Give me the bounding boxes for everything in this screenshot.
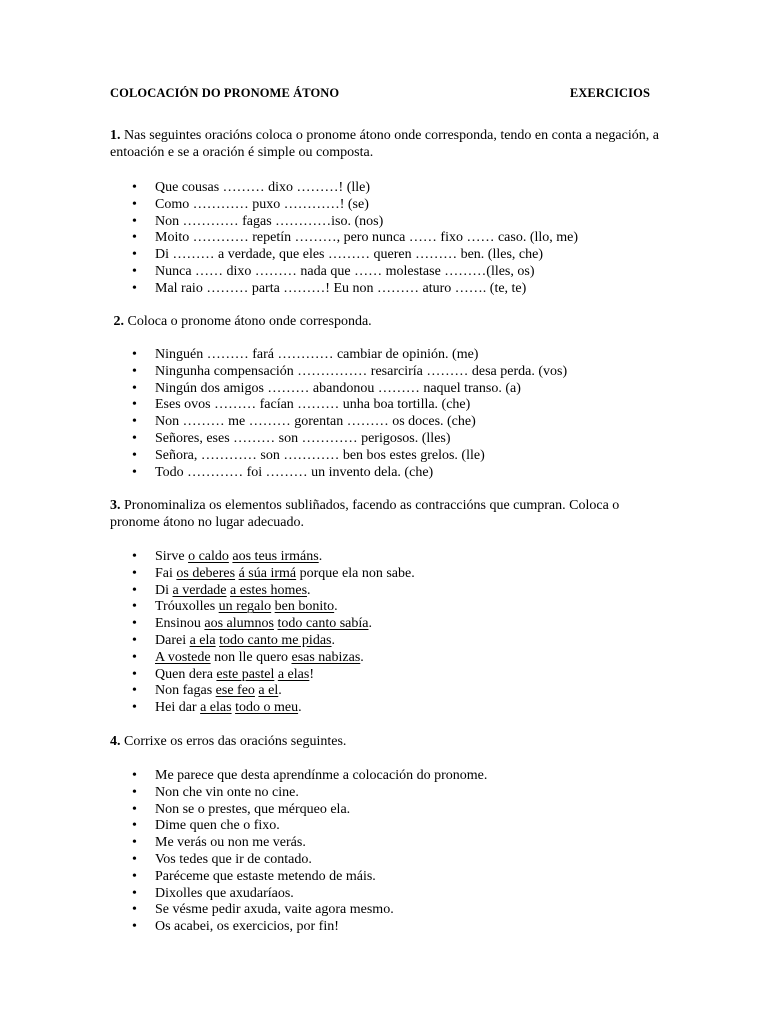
exercise-4 (110, 733, 670, 936)
instruction-text: Corrixe os erros das oracións seguintes. (120, 734, 347, 749)
underlined-element: a elas (277, 666, 310, 682)
item-text: Non fagas (155, 683, 216, 699)
exercise-2 (110, 313, 670, 481)
underlined-element: todo o meu (235, 700, 299, 716)
underlined-element: esas nabizas (291, 649, 361, 665)
exercise-2-instruction (110, 313, 670, 330)
item-text: . (368, 616, 372, 632)
list-item: • Ningunha compensación …………… resarciría ……… desa perda. (vos) (110, 364, 670, 381)
list-item: • Non ……… me ……… gorentan ……… os doces. (che) (110, 414, 670, 431)
list-item (110, 700, 670, 717)
list-item: • Paréceme que estaste metendo de máis. (110, 869, 670, 886)
list-item: • Ningún dos amigos ……… abandonou ……… naquel transo. (a) (110, 381, 670, 398)
item-text: Hei dar (155, 700, 201, 716)
list-item (110, 616, 670, 633)
underlined-element: un regalo (218, 599, 272, 615)
underlined-element: a estes homes (230, 582, 308, 598)
list-item (110, 566, 670, 583)
list-item: • Os acabei, os exercicios, por fin! (110, 919, 670, 936)
list-item: • Me parece que desta aprendínme a colocación do pronome. (110, 768, 670, 785)
instruction-text: Nas seguintes oracións coloca o pronome átono onde corresponda, tendo en conta a negación, a entoación e se a oración é simple ou composta. (110, 128, 659, 160)
underlined-element: aos teus irmáns (232, 549, 319, 564)
item-text: Fai (155, 565, 177, 581)
item-text: . (334, 599, 338, 615)
item-text: . (318, 549, 323, 564)
item-text: . (360, 649, 364, 665)
item-text: Darei (155, 632, 190, 648)
item-text: Sirve (155, 549, 189, 564)
list-item (110, 549, 670, 566)
exercise-1-instruction (110, 127, 670, 161)
list-item: • Non che vin onte no cine. (110, 785, 670, 802)
list-item (110, 683, 670, 700)
item-text: . (331, 632, 335, 648)
list-item (110, 599, 670, 616)
underlined-element: aos alumnos (204, 616, 274, 632)
list-item: • Se vésme pedir axuda, vaite agora mesmo. (110, 902, 670, 919)
item-text: . (278, 683, 282, 699)
underlined-element: a el (258, 683, 279, 699)
exercise-3-list (110, 549, 670, 717)
list-item: • Como ………… puxo …………! (se) (110, 197, 670, 214)
list-item: • Nunca …… dixo ……… nada que …… molestase ………(lles, os) (110, 264, 670, 281)
exercise-number: 1. (110, 128, 121, 143)
item-text: . (298, 700, 302, 716)
underlined-element: ese feo (215, 683, 255, 699)
list-item: • Ninguén ……… fará ………… cambiar de opinión. (me) (110, 347, 670, 364)
exercise-4-instruction (110, 733, 670, 750)
item-text: Tróuxolles (155, 599, 219, 615)
list-item: • Moito ………… repetín ………, pero nunca …… fixo …… caso. (llo, me) (110, 230, 670, 247)
exercise-3 (110, 497, 670, 717)
exercise-number: 2. (113, 314, 124, 329)
header-label: EXERCICIOS (569, 86, 650, 100)
list-item (110, 667, 670, 684)
list-item: • Vos tedes que ir de contado. (110, 852, 670, 869)
underlined-element: a ela (189, 632, 216, 648)
list-item: • Non se o prestes, que mérqueo ela. (110, 802, 670, 819)
list-item: • Señores, eses ……… son ………… perigosos. (lles) (110, 431, 670, 448)
list-item: • Señora, ………… son ………… ben bos estes grelos. (lle) (110, 448, 670, 465)
list-item: • Me verás ou non me verás. (110, 835, 670, 852)
list-item: • Dixolles que axudaríaos. (110, 886, 670, 903)
list-item: • Todo ………… foi ……… un invento dela. (che) (110, 465, 670, 482)
list-item (110, 633, 670, 650)
list-item: • Dime quen che o fixo. (110, 818, 670, 835)
exercise-3-instruction (110, 497, 670, 531)
list-item: • Que cousas ……… dixo ………! (lle) (110, 180, 670, 197)
exercise-4-list (110, 768, 670, 936)
underlined-element: os deberes (176, 565, 236, 581)
instruction-text: Coloca o pronome átono onde corresponda. (124, 314, 372, 329)
underlined-element: o caldo (188, 549, 229, 564)
underlined-element: á súa irmá (238, 565, 297, 581)
instruction-text: Pronominaliza os elementos subliñados, facendo as contraccións que cumpran. Coloca o pronome átono no lugar adecuado. (110, 498, 620, 530)
list-item: • Mal raio ……… parta ………! Eu non ……… aturo ……. (te, te) (110, 281, 670, 298)
underlined-element: a elas (200, 700, 232, 716)
underlined-element: este pastel (216, 666, 275, 682)
list-item: • Non ………… fagas …………iso. (nos) (110, 214, 670, 231)
item-text: Di (155, 582, 173, 598)
list-item: • Di ……… a verdade, que eles ……… queren ……… ben. (lles, che) (110, 247, 670, 264)
page-header (110, 86, 650, 101)
underlined-element: a verdade (172, 582, 227, 598)
underlined-element: A vostede (155, 649, 211, 665)
list-item: • Eses ovos ……… facían ……… unha boa tortilla. (che) (110, 397, 670, 414)
item-text: ! (309, 666, 314, 682)
item-text: porque ela non sabe. (296, 565, 415, 581)
exercise-number: 3. (110, 498, 121, 513)
item-text: non lle quero (210, 649, 292, 665)
item-text: Ensinou (155, 616, 205, 632)
underlined-element: ben bonito (274, 599, 335, 615)
list-item (110, 583, 670, 600)
exercise-1-list (110, 180, 670, 298)
underlined-element: todo canto me pidas (219, 632, 332, 648)
list-item (110, 650, 670, 667)
exercise-1 (110, 127, 670, 298)
item-text: . (307, 582, 311, 598)
exercise-number: 4. (110, 734, 121, 749)
header-title: COLOCACIÓN DO PRONOME ÁTONO (110, 86, 340, 100)
underlined-element: todo canto sabía (277, 616, 369, 632)
exercise-2-list (110, 347, 670, 481)
item-text: Quen dera (155, 666, 217, 682)
